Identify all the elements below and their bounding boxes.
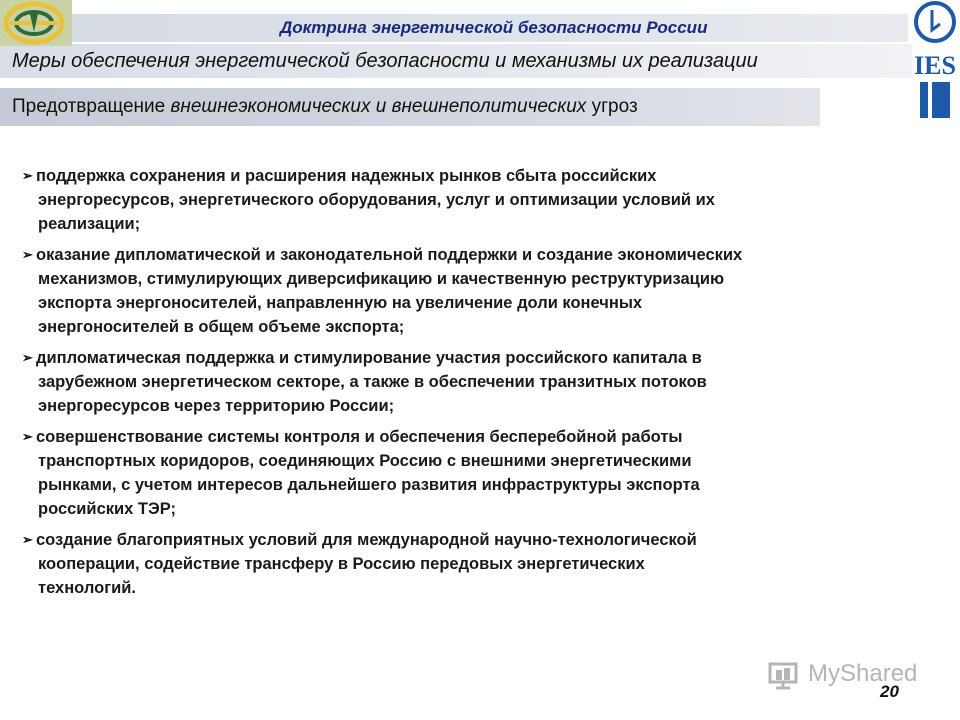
bullet-line: зарубежном энергетическом секторе, а также в обеспечении транзитных потоков: [38, 373, 707, 391]
bullet-item: [22, 425, 922, 521]
bullet-line: российских ТЭР;: [38, 500, 177, 518]
bullet-line: дипломатическая поддержка и стимулирование участия российского капитала в: [36, 349, 702, 367]
slide-subtitle: Меры обеспечения энергетической безопасности и механизмы их реализации: [12, 50, 758, 72]
bullet-item: [22, 528, 922, 600]
bullet-item: [22, 346, 922, 418]
page-number: 20: [880, 682, 899, 701]
bullet-line: транспортных коридоров, соединяющих Россию с внешними энергетическими: [38, 452, 692, 470]
bullet-line: энергоресурсов через территорию России;: [38, 397, 395, 415]
bullet-line: поддержка сохранения и расширения надежных рынков сбыта российских: [36, 167, 657, 185]
ring-emblem-logo-icon: [0, 0, 72, 46]
ies-logo-icon: [910, 0, 960, 122]
arrow-bullet-icon: ➢: [22, 247, 33, 262]
bullet-line: оказание дипломатической и законодательной поддержки и создание экономических: [36, 246, 743, 264]
bullet-line: рынками, с учетом интересов дальнейшего развития инфраструктуры экспорта: [38, 476, 700, 494]
arrow-bullet-icon: ➢: [22, 350, 33, 365]
ies-logo-text: IES: [914, 51, 956, 80]
doc-title: Доктрина энергетической безопасности России: [280, 18, 708, 37]
bullet-line: энергоносителей в общем объеме экспорта;: [38, 318, 405, 336]
bullet-line: создание благоприятных условий для международной научно-технологической: [36, 531, 697, 549]
bullet-line: совершенствование системы контроля и обеспечения бесперебойной работы: [36, 428, 683, 446]
bullet-line: механизмов, стимулирующих диверсификацию и качественную реструктуризацию: [38, 270, 725, 288]
watermark: [768, 660, 928, 688]
bullet-list: [22, 164, 922, 607]
bullet-item: [22, 164, 922, 236]
watermark-text: MyShared: [808, 660, 918, 687]
bullet-line: реализации;: [38, 215, 141, 233]
presentation-icon: [768, 662, 802, 690]
bullet-item: [22, 243, 922, 339]
arrow-bullet-icon: ➢: [22, 429, 33, 444]
bullet-line: экспорта энергоносителей, направленную на увеличение доли конечных: [38, 294, 643, 312]
bullet-line: энергоресурсов, энергетического оборудования, услуг и оптимизации условий их: [38, 191, 715, 209]
arrow-bullet-icon: ➢: [22, 168, 33, 183]
bullet-line: кооперации, содействие трансферу в Россию передовых энергетических: [38, 555, 645, 573]
bullet-line: технологий.: [38, 579, 136, 597]
arrow-bullet-icon: ➢: [22, 532, 33, 547]
section-title: Предотвращение внешнеэкономических и внешнеполитических угроз: [12, 96, 638, 117]
